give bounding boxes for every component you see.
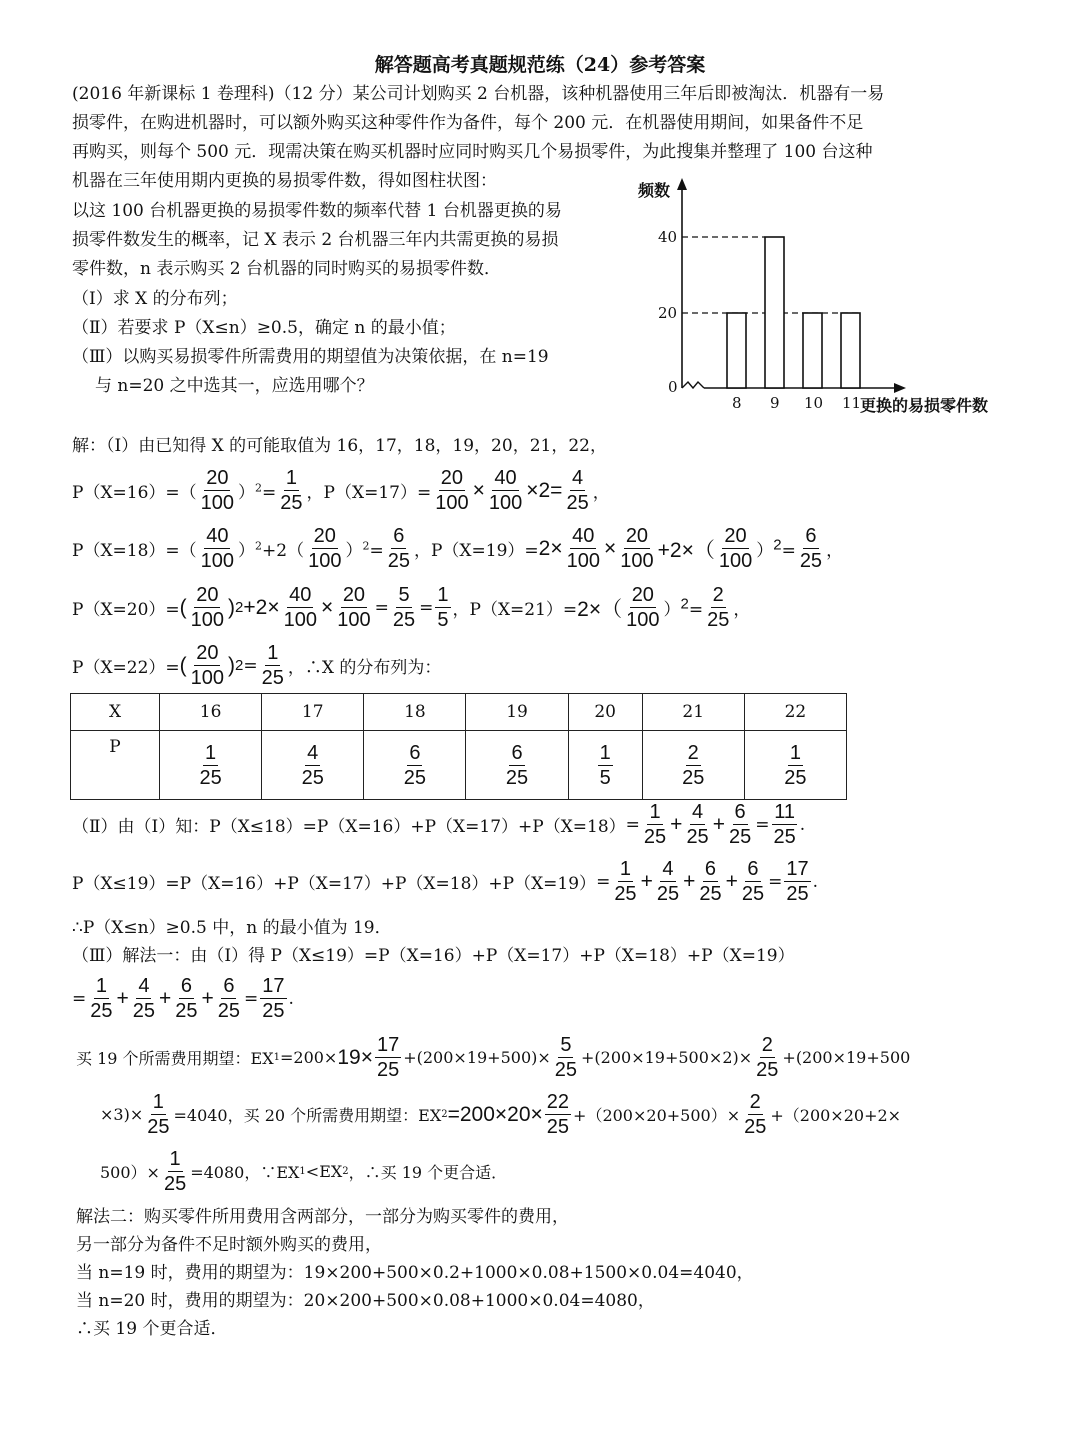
part2-line2: P（X≤19）=P（X=16）+P（X=17）+P（X=18）+P（X=19） = $\frac{1}{25}$ + $\frac{4}{25}$ + $\frac{6}{25}$ + $\frac{6}{25}$ = $\frac{17}{25}$ . <box>72 858 819 905</box>
question-1: （Ⅰ）求 X 的分布列； <box>72 289 238 309</box>
x-axis-label: 更换的易损零件数 <box>860 396 989 415</box>
part3-sum: = $\frac{1}{25}$ + $\frac{4}{25}$ + $\frac{6}{25}$ + $\frac{6}{25}$ = $\frac{17}{25}$ . <box>72 975 294 1022</box>
table-row: P $\frac{1}{25}$ $\frac{4}{25}$ $\frac{6}{25}$ $\frac{6}{25}$ $\frac{1}{5}$ $\frac{2}{25}$ $\frac{1}{25}$ <box>71 731 847 800</box>
part2-line1: （Ⅱ）由（Ⅰ）知：P（X≤18）=P（X=16）+P（X=17）+P（X=18） = $\frac{1}{25}$ + $\frac{4}{25}$ + $\frac{6}{25}$ = $\frac{11}{25}$ . <box>72 801 806 848</box>
method2-line: 当 n=19 时，费用的期望为：19×200+500×0.2+1000×0.08+1500×0.04=4040， <box>76 1263 754 1283</box>
method2-line: 另一部分为备件不足时额外购买的费用， <box>76 1235 382 1255</box>
x-tick-11: 11 <box>842 394 862 412</box>
y-axis-label: 频数 <box>638 181 671 200</box>
distribution-table <box>70 693 847 800</box>
problem-line: 再购买，则每个 500 元．现需决策在购买机器时应同时购买几个易损零件，为此搜集并整理了 100 台这种 <box>72 142 873 162</box>
method2-line: 当 n=20 时，费用的期望为：20×200+500×0.08+1000×0.04=4080， <box>76 1291 655 1311</box>
problem-line: 损零件，在购进机器时，可以额外购买这种零件作为备件，每个 200 元．在机器使用期间，如果备件不足 <box>72 113 864 133</box>
bar-chart-svg <box>620 170 1020 420</box>
eq-p20-p21: P（X=20）= ( $\frac{20}{100}$ ) 2 +2× $\frac{40}{100}$ × $\frac{20}{100}$ = $\frac{5}{25}$ = $\frac{1}{5}$ ，P（X=21）= 2×（ $\frac{20}{100}$ ）2= $\frac{2}{25}$ ， <box>72 584 751 631</box>
x-tick-8: 8 <box>732 394 742 412</box>
eq-p18-p19: P（X=18）=（ $\frac{40}{100}$ ）$^2$+2（ $\frac{20}{100}$ ）$^2$= $\frac{6}{25}$ ，P（X=19）= 2× $\frac{40}{100}$ × $\frac{20}{100}$ +2×（ $\frac{20}{100}$ ）2= $\frac{6}{25}$ ， <box>72 525 844 572</box>
question-2: （Ⅱ）若要求 P（X≤n）≥0.5，确定 n 的最小值； <box>72 318 456 338</box>
method2-line: 解法二：购买零件所用费用含两部分，一部分为购买零件的费用， <box>76 1207 569 1227</box>
eq-p22: P（X=22）= ( $\frac{20}{100}$ ) 2 = $\frac{1}{25}$ ，∴X 的分布列为： <box>72 642 442 689</box>
problem-line: 零件数，n 表示购买 2 台机器的同时购买的易损零件数． <box>72 259 501 279</box>
problem-line: 机器在三年使用期内更换的易损零件数，得如图柱状图： <box>72 171 497 191</box>
solution-intro: 解：（Ⅰ）由已知得 X 的可能取值为 16，17，18，19，20，21，22， <box>72 436 607 456</box>
x-tick-9: 9 <box>770 394 780 412</box>
ex2-line: 500）× $\frac{1}{25}$ =4080，∵EX 1 <EX 2 ，∴买 19 个更合适． <box>100 1148 508 1195</box>
y-tick-20: 20 <box>658 304 678 322</box>
eq-p16-p17: P（X=16）=（ $\frac{20}{100}$ ）$^2$= $\frac{1}{25}$ ，P（X=17）= $\frac{20}{100}$ × $\frac{40}{100}$ ×2= $\frac{4}{25}$ ， <box>72 467 610 514</box>
x-tick-10: 10 <box>804 394 824 412</box>
question-3: （Ⅲ）以购买易损零件所需费用的期望值为决策依据，在 n=19 <box>72 347 549 367</box>
table-header-row: X 16 17 18 19 20 21 22 <box>71 694 847 731</box>
part3-line1: （Ⅲ）解法一：由（Ⅰ）得 P（X≤19）=P（X=16）+P（X=17）+P（X=18）+P（X=19） <box>72 946 795 966</box>
question-3-cont: 与 n=20 之中选其一，应选用哪个？ <box>95 376 374 396</box>
method2-conclusion: ∴买 19 个更合适． <box>76 1319 228 1339</box>
y-tick-0: 0 <box>668 378 678 396</box>
bar-chart <box>620 170 1020 420</box>
y-tick-40: 40 <box>658 228 678 246</box>
part2-conclusion: ∴P（X≤n）≥0.5 中，n 的最小值为 19． <box>72 918 392 938</box>
ex1-line1: 买 19 个所需费用期望：EX 1 =200× 19× $\frac{17}{25}$ +(200×19+500)× $\frac{5}{25}$ +(200×19+500×2)× $\frac{2}{25}$ +(200×19+500 <box>76 1034 911 1081</box>
ex1-line2: ×3)× $\frac{1}{25}$ =4040，买 20 个所需费用期望：EX 2 =200×20× $\frac{22}{25}$ +（200×20+500）× $\frac{2}{25}$ +（200×20+2× <box>100 1091 902 1138</box>
page-title: 解答题高考真题规范练（24）参考答案 <box>374 54 706 76</box>
problem-line: 损零件数发生的概率，记 X 表示 2 台机器三年内共需更换的易损 <box>72 230 559 250</box>
problem-line: (2016 年新课标 1 卷理科)（12 分）某公司计划购买 2 台机器，该种机器使用三年后即被淘汰．机器有一易 <box>72 84 885 104</box>
problem-line: 以这 100 台机器更换的易损零件数的频率代替 1 台机器更换的易 <box>72 201 562 221</box>
